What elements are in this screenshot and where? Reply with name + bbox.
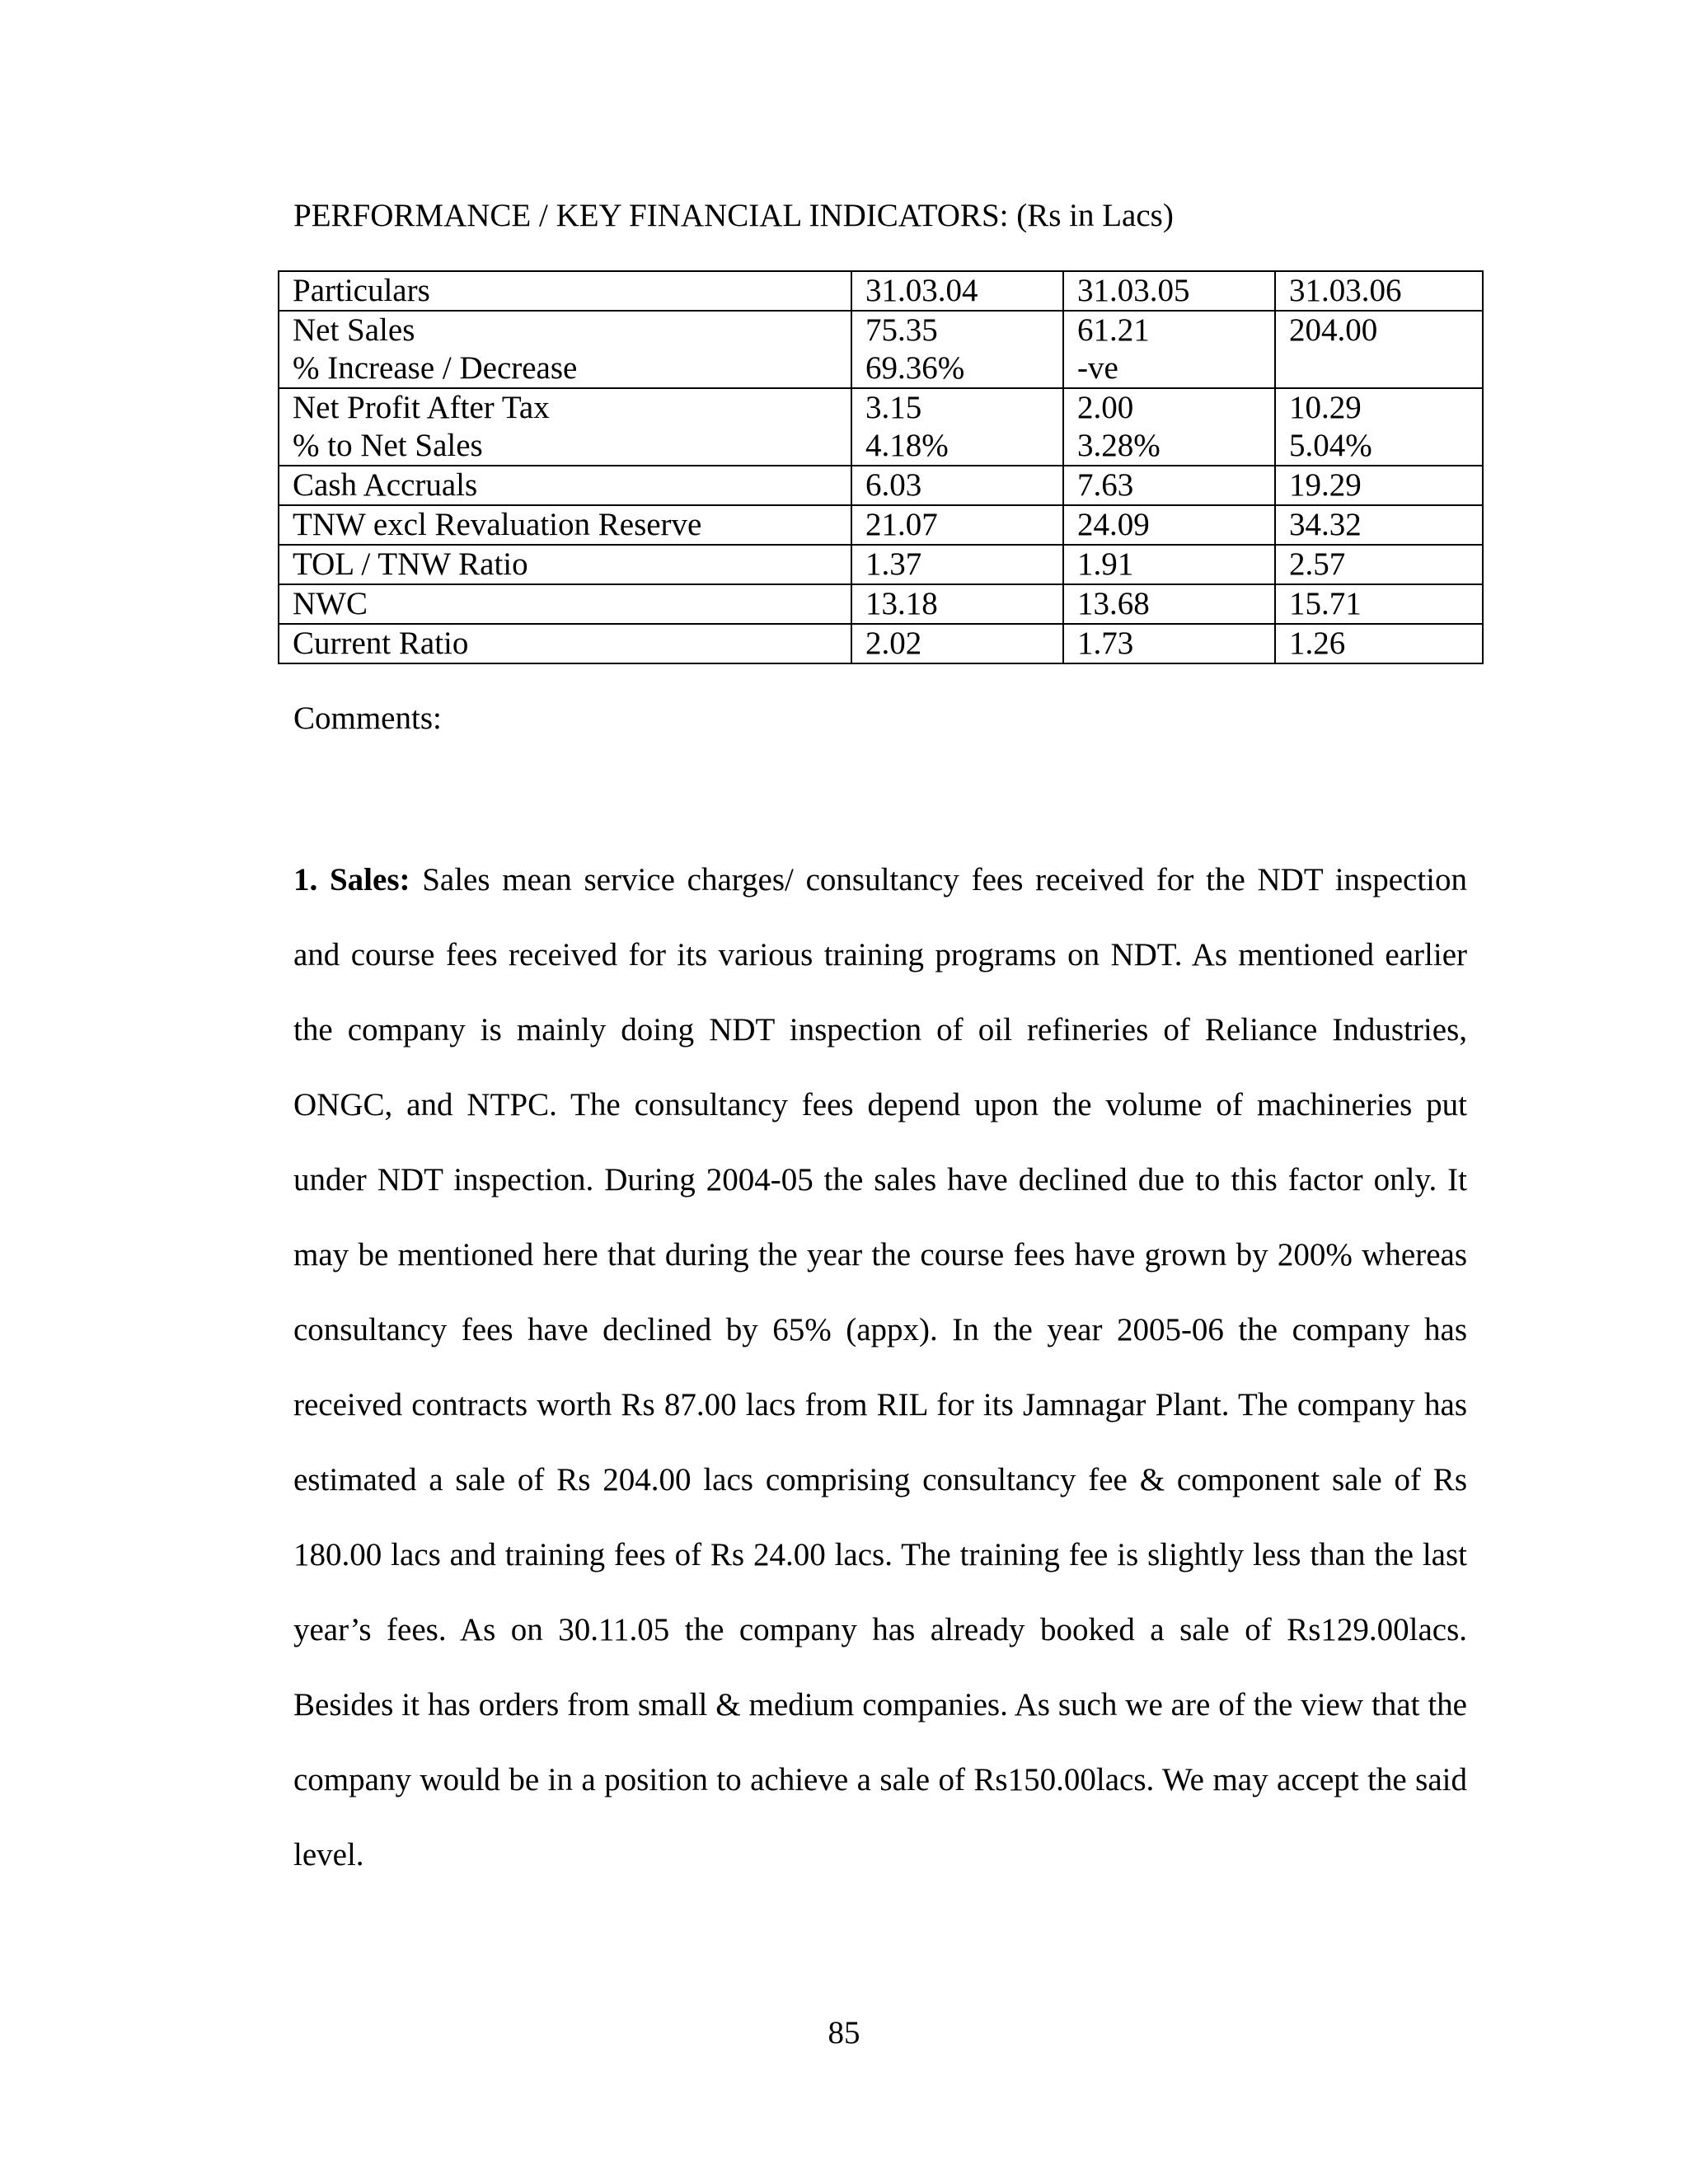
table-row bbox=[279, 388, 1483, 466]
row-label: TOL / TNW Ratio bbox=[279, 545, 851, 584]
row-value-2005: 7.63 bbox=[1063, 466, 1275, 505]
cell-value: 4.18% bbox=[865, 428, 949, 463]
sales-paragraph bbox=[293, 842, 1467, 1892]
table-row bbox=[279, 505, 1483, 545]
sales-text: Sales mean service charges/ consultancy fees received for the NDT inspection and course fees received for its various training programs on NDT. As mentioned earlier the company is mainly doing NDT inspection of oil refineries of Reliance Industries, ONGC, and NTPC. The consultancy fees depend upon the volume of machineries put under NDT inspection. During 2004-05 the sales have declined due to this factor only. It may be mentioned here that during the year the course fees have grown by 200% whereas consultancy fees have declined by 65% (appx). In the year 2005-06 the company has received contracts worth Rs 87.00 lacs from RIL for its Jamnagar Plant. The company has estimated a sale of Rs 204.00 lacs comprising consultancy fee & component sale of Rs 180.00 lacs and training fees of Rs 24.00 lacs. The training fee is slightly less than the last year’s fees. As on 30.11.05 the company has already booked a sale of Rs129.00lacs. Besides it has orders from small & medium companies. As such we are of the view that the company would be in a position to achieve a sale of Rs150.00lacs. We may accept the said level. bbox=[293, 862, 1467, 1872]
row-value-2006: 34.32 bbox=[1275, 505, 1483, 545]
cell-value: 2.00 bbox=[1077, 390, 1134, 425]
row-label: Current Ratio bbox=[279, 624, 851, 663]
row-value-2004: 6.03 bbox=[851, 466, 1063, 505]
cell-value: 61.21 bbox=[1077, 312, 1150, 348]
row-value-2005 bbox=[1063, 388, 1275, 466]
cell-value: 3.28% bbox=[1077, 428, 1160, 463]
page-number: 85 bbox=[828, 2015, 860, 2050]
page-heading: PERFORMANCE / KEY FINANCIAL INDICATORS: (Rs in Lacs) bbox=[293, 198, 1174, 233]
label-net-sales: Net Sales bbox=[293, 312, 415, 348]
row-value-2004: 13.18 bbox=[851, 584, 1063, 624]
label-increase-decrease: % Increase / Decrease bbox=[293, 350, 578, 386]
table-row bbox=[279, 584, 1483, 624]
row-value-2004 bbox=[851, 311, 1063, 388]
comments-label: Comments: bbox=[293, 701, 442, 736]
label-to-net-sales: % to Net Sales bbox=[293, 428, 483, 463]
row-value-2006: 2.57 bbox=[1275, 545, 1483, 584]
row-value-2005: 1.91 bbox=[1063, 545, 1275, 584]
row-value-2006: 1.26 bbox=[1275, 624, 1483, 663]
cell-value: 5.04% bbox=[1289, 428, 1372, 463]
cell-value: 75.35 bbox=[865, 312, 938, 348]
row-label: NWC bbox=[279, 584, 851, 624]
row-value-2005: 24.09 bbox=[1063, 505, 1275, 545]
row-value-2005: 1.73 bbox=[1063, 624, 1275, 663]
row-label: TNW excl Revaluation Reserve bbox=[279, 505, 851, 545]
table-row bbox=[279, 624, 1483, 663]
table-header-row bbox=[279, 271, 1483, 311]
table-row bbox=[279, 466, 1483, 505]
cell-value: -ve bbox=[1077, 350, 1118, 386]
row-label bbox=[279, 388, 851, 466]
row-value-2005: 13.68 bbox=[1063, 584, 1275, 624]
row-value-2006: 19.29 bbox=[1275, 466, 1483, 505]
header-particulars: Particulars bbox=[279, 271, 851, 311]
row-value-2005 bbox=[1063, 311, 1275, 388]
sales-title: 1. Sales: bbox=[293, 862, 410, 898]
cell-value bbox=[1289, 349, 1482, 387]
row-value-2004 bbox=[851, 388, 1063, 466]
header-year-2004: 31.03.04 bbox=[851, 271, 1063, 311]
row-value-2006 bbox=[1275, 311, 1483, 388]
row-value-2006: 15.71 bbox=[1275, 584, 1483, 624]
row-value-2004: 1.37 bbox=[851, 545, 1063, 584]
label-net-profit: Net Profit After Tax bbox=[293, 390, 550, 425]
header-year-2006: 31.03.06 bbox=[1275, 271, 1483, 311]
row-value-2006 bbox=[1275, 388, 1483, 466]
financial-indicators-table bbox=[278, 270, 1484, 664]
table-row bbox=[279, 545, 1483, 584]
cell-value: 3.15 bbox=[865, 390, 922, 425]
cell-value: 204.00 bbox=[1289, 312, 1378, 348]
cell-value: 10.29 bbox=[1289, 390, 1362, 425]
row-value-2004: 21.07 bbox=[851, 505, 1063, 545]
table-row bbox=[279, 311, 1483, 388]
row-label bbox=[279, 311, 851, 388]
row-label: Cash Accruals bbox=[279, 466, 851, 505]
cell-value: 69.36% bbox=[865, 350, 965, 386]
header-year-2005: 31.03.05 bbox=[1063, 271, 1275, 311]
row-value-2004: 2.02 bbox=[851, 624, 1063, 663]
